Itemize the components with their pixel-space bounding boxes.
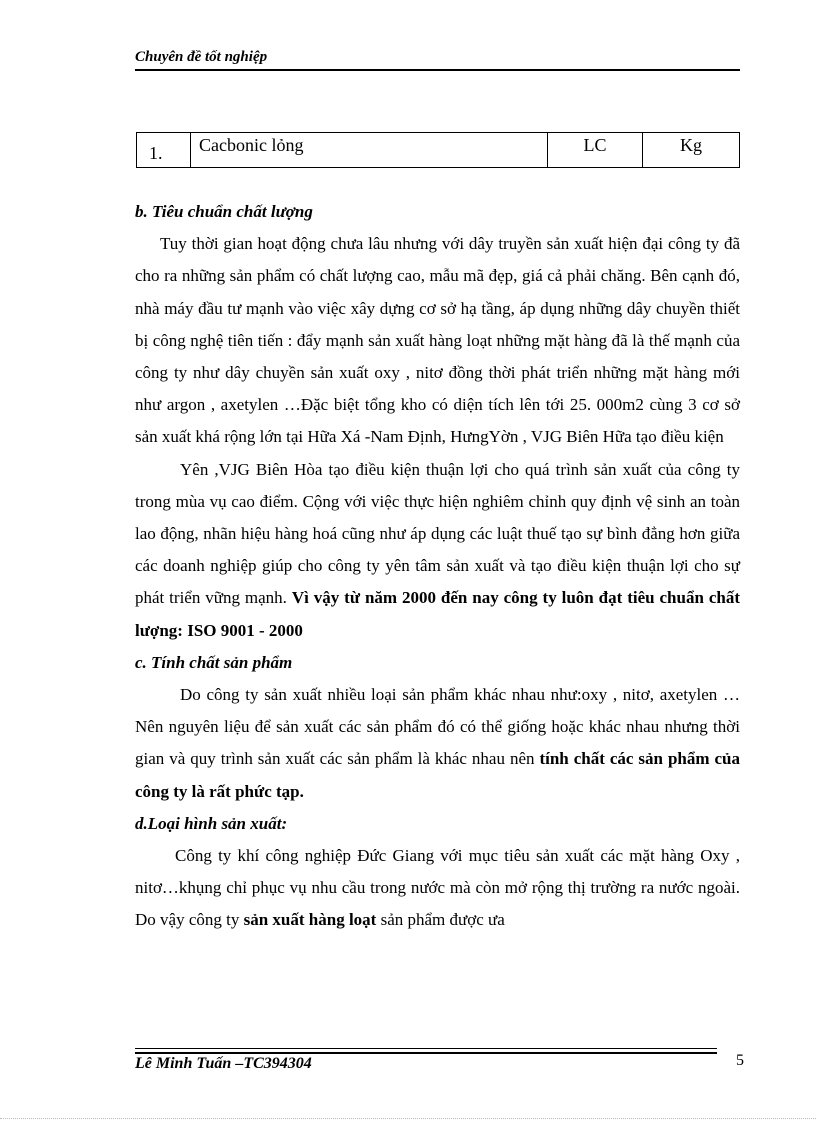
section-d-paragraph-1-text-a: Công ty khí công nghiệp Đức Giang với mục tiêu sản xuất các mặt hàng Oxy , nitơ…khụng chỉ phục vụ nhu cầu trong nước mà còn mở rộng thị trường ra nước ngoài. Do vậy công ty [135, 846, 740, 930]
section-d-paragraph-1-bold: sản xuất hàng loạt [243, 910, 377, 930]
page-header-title: Chuyên đề tốt nghiệp [135, 49, 268, 65]
page-number: 5 [736, 1052, 744, 1069]
section-b-paragraph-2-bold: Vì vậy từ năm 2000 đến nay công ty luôn đạt tiêu chuẩn chất lượng: ISO 9001 - 2000 [135, 588, 740, 640]
section-c-paragraph-1 [135, 679, 740, 808]
section-d-paragraph-1 [135, 840, 740, 937]
footer-rule-thin [135, 1048, 717, 1049]
section-b-paragraph-2-text: Yên ,VJG Biên Hòa tạo điều kiện thuận lợi cho quá trình sản xuất của công ty trong mùa vụ cao điểm. Cộng với việc thực hiện nghiêm chỉnh quy định vệ sinh an toàn lao động, nhãn hiệu hàng hoá cũng như áp dụng các luật thuế tạo sự bình đẳng hơn giữa các doanh nghiệp giúp cho công ty yên tâm sản xuất và tạo điều kiện thuận lợi cho sự phát triển vững mạnh. [135, 459, 740, 608]
section-b-paragraph-2 [135, 454, 740, 647]
section-c-paragraph-1-bold: tính chất các sản phẩm của công ty là rất phức tạp. [135, 749, 740, 801]
footer-author: Lê Minh Tuấn –TC394304 [135, 1055, 312, 1072]
product-code: LC [548, 133, 643, 168]
header-rule [135, 69, 740, 71]
product-table [136, 132, 740, 168]
document-body [135, 196, 740, 937]
page-bottom-divider [0, 1118, 816, 1119]
section-b-heading: b. Tiêu chuẩn chất lượng [135, 202, 313, 221]
section-d-heading: d.Loại hình sản xuất: [135, 813, 288, 833]
section-c-paragraph-1-text: Do công ty sản xuất nhiều loại sản phẩm khác nhau như:oxy , nitơ, axetylen …Nên nguyên liệu để sản xuất các sản phẩm đó có thể giống hoặc khác nhau nhưng thời gian và quy trình sản xuất các sản phẩm là khác nhau nên [135, 685, 740, 769]
section-b-paragraph-1: Tuy thời gian hoạt động chưa lâu nhưng với dây truyền sản xuất hiện đại công ty đã cho ra những sản phẩm có chất lượng cao, mẫu mã đẹp, giá cả phải chăng. Bên cạnh đó, nhà máy đầu tư mạnh vào việc xây dựng cơ sở hạ tầng, áp dụng những dây chuyền thiết bị công nghệ tiên tiến : đẩy mạnh sản xuất hàng loạt những mặt hàng đã là thế mạnh của công ty như dây chuyền sản xuất oxy , nitơ đồng thời phát triển những mặt hàng mới như argon , axetylen …Đặc biệt tổng kho có diện tích lên tới 25. 000m2 cùng 3 cơ sở sản xuất khá rộng lớn tại Hữa Xá -Nam Định, HưngYờn , VJG Biên Hữa tạo điều kiện [135, 234, 740, 447]
product-name: Cacbonic lỏng [191, 133, 548, 168]
row-number: 1. [137, 133, 191, 168]
product-unit: Kg [643, 133, 740, 168]
footer-rule-thick [135, 1052, 717, 1054]
section-c-heading: c. Tính chất sản phẩm [135, 652, 293, 672]
section-d-paragraph-1-text-b: sản phẩm được ưa [380, 910, 505, 930]
table-row [137, 133, 740, 168]
